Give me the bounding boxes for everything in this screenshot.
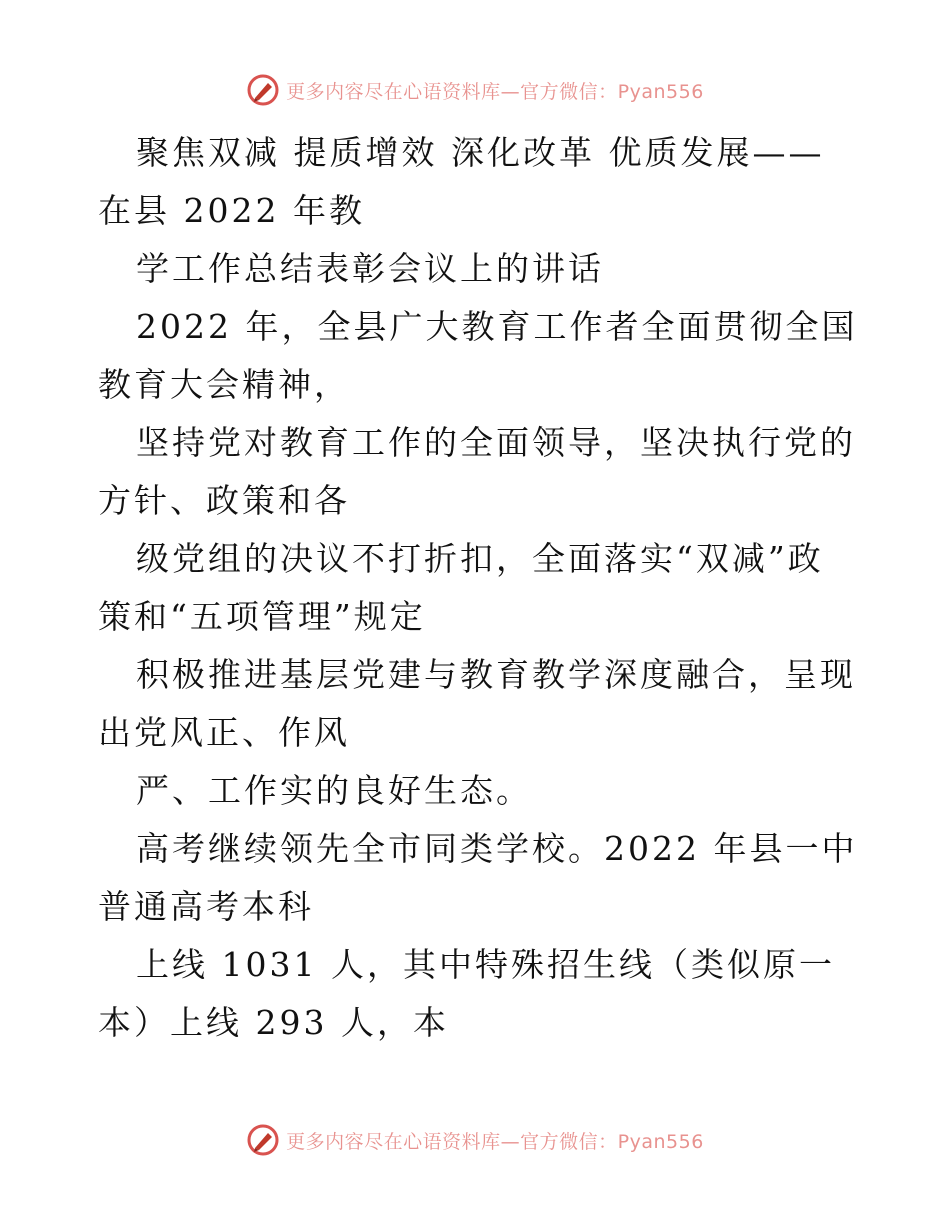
pen-nib-circle-icon — [246, 1123, 280, 1157]
watermark-text: 更多内容尽在心语资料库—官方微信：Pyan556 — [286, 80, 704, 103]
paragraph: 坚持党对教育工作的全面领导，坚决执行党的方针、政策和各 — [98, 423, 856, 520]
paragraph-title-cont: 学工作总结表彰会议上的讲话 — [136, 249, 604, 288]
paragraph: 严、工作实的良好生态。 — [136, 771, 532, 810]
paragraph-title: 聚焦双减 提质增效 深化改革 优质发展——在县 2022 年教 — [98, 133, 825, 230]
document-body — [98, 124, 858, 1052]
paragraph: 高考继续领先全市同类学校。2022 年县一中普通高考本科 — [98, 829, 858, 926]
watermark-text: 更多内容尽在心语资料库—官方微信：Pyan556 — [286, 1130, 704, 1153]
paragraph: 级党组的决议不打折扣，全面落实“双减”政策和“五项管理”规定 — [98, 539, 824, 636]
header-watermark — [0, 70, 950, 110]
footer-watermark — [0, 1120, 950, 1160]
paragraph: 2022 年，全县广大教育工作者全面贯彻全国教育大会精神， — [98, 307, 858, 404]
pen-nib-circle-icon — [246, 73, 280, 107]
paragraph: 积极推进基层党建与教育教学深度融合，呈现出党风正、作风 — [98, 655, 856, 752]
paragraph: 上线 1031 人，其中特殊招生线（类似原一本）上线 293 人，本 — [98, 945, 835, 1042]
